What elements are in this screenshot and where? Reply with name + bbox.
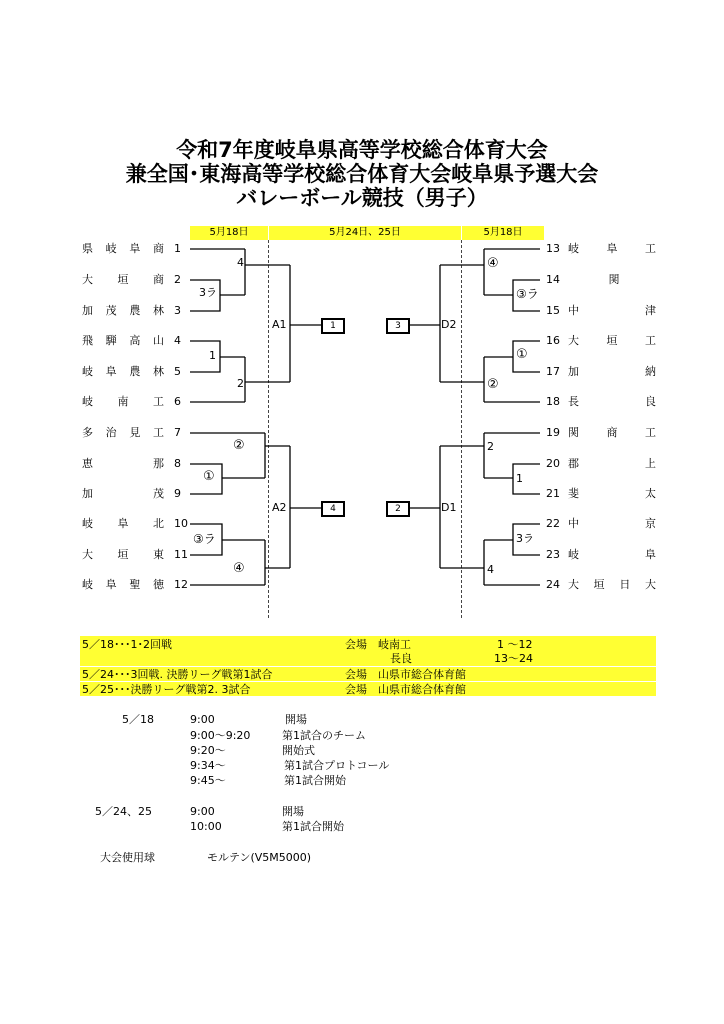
schedule-event: 開場: [282, 805, 304, 818]
team-number: 5: [174, 365, 181, 378]
team-name: 加 納: [568, 365, 656, 378]
team-name: 大 垣 工: [568, 334, 656, 347]
team-number: 6: [174, 395, 181, 408]
schedule-event: 第1試合プロトコール: [284, 759, 390, 772]
schedule-event: 第1試合開始: [284, 774, 346, 787]
team-number: 19: [546, 426, 560, 439]
team-name: 岐 阜 聖 徳: [82, 578, 164, 591]
team-left-10: [82, 517, 186, 531]
team-number: 7: [174, 426, 181, 439]
date-header-right: 5月18日: [462, 226, 544, 240]
box-d1: 2: [386, 501, 410, 517]
team-left-11: [82, 548, 186, 562]
match-label: 1: [209, 349, 216, 362]
team-number: 17: [546, 365, 560, 378]
match-label: ②: [487, 377, 499, 392]
block-label-a1: A1: [272, 318, 287, 331]
team-number: 11: [174, 548, 188, 561]
match-label: 2: [487, 440, 494, 453]
team-number: 10: [174, 517, 188, 530]
team-name: 恵 那: [82, 457, 164, 470]
team-number: 16: [546, 334, 560, 347]
venue-row3-label: 5／24･･･3回戦. 決勝リーグ戦第1試合: [82, 668, 273, 681]
team-name: 郡 上: [568, 457, 656, 470]
team-name: 岐 阜 工: [568, 242, 656, 255]
team-right-18: [546, 395, 658, 409]
match-label: ②: [233, 438, 245, 453]
team-name: 加 茂 農 林: [82, 304, 164, 317]
match-label: ③ラ: [516, 287, 539, 301]
team-name: 大 垣 東: [82, 548, 164, 561]
team-left-6: [82, 395, 186, 409]
match-label: 3ラ: [516, 532, 534, 545]
team-left-4: [82, 334, 186, 348]
team-number: 2: [174, 273, 181, 286]
schedule-date-2: 5／24、25: [95, 805, 152, 818]
team-number: 8: [174, 457, 181, 470]
schedule-event: 開始式: [282, 744, 315, 757]
schedule-time: 9:20～: [190, 744, 226, 757]
team-number: 12: [174, 578, 188, 591]
team-name: 岐 南 工: [82, 395, 164, 408]
team-left-9: [82, 487, 186, 501]
team-right-23: [546, 548, 658, 562]
team-number: 23: [546, 548, 560, 561]
venue-row3-venue: 会場 山県市総合体育館: [345, 668, 466, 681]
team-right-14: [546, 273, 658, 287]
title-line-1: 令和7年度岐阜県高等学校総合体育大会: [176, 138, 548, 162]
venue-row2-range: 13～24: [494, 652, 533, 665]
team-left-1: [82, 242, 186, 256]
ball-label: 大会使用球: [100, 851, 155, 864]
box-d2: 3: [386, 318, 410, 334]
venue-row1-range: 1 ～12: [497, 638, 533, 651]
team-number: 13: [546, 242, 560, 255]
match-label: 4: [487, 563, 494, 576]
team-name: 大 垣 商: [82, 273, 164, 286]
team-right-22: [546, 517, 658, 531]
venue-row1-label: 5／18･･･1･2回戦: [82, 638, 172, 651]
team-right-15: [546, 304, 658, 318]
team-name: 中 津: [568, 304, 656, 317]
team-number: 4: [174, 334, 181, 347]
team-right-13: [546, 242, 658, 256]
team-left-5: [82, 365, 186, 379]
team-right-21: [546, 487, 658, 501]
match-label: 1: [516, 472, 523, 485]
team-number: 1: [174, 242, 181, 255]
team-right-24: [546, 578, 658, 592]
title-line-2: 兼全国･東海高等学校総合体育大会岐阜県予選大会: [125, 162, 599, 186]
team-left-2: [82, 273, 186, 287]
schedule-event: 第1試合開始: [282, 820, 344, 833]
match-label: 2: [237, 377, 244, 390]
match-label: ④: [487, 256, 499, 271]
match-label: ③ラ: [193, 532, 216, 546]
team-name: 県 岐 阜 商: [82, 242, 164, 255]
team-right-16: [546, 334, 658, 348]
team-number: 24: [546, 578, 560, 591]
schedule-event: 第1試合のチーム: [282, 729, 366, 742]
schedule-event: 開場: [285, 713, 307, 726]
team-left-8: [82, 457, 186, 471]
team-number: 15: [546, 304, 560, 317]
team-number: 9: [174, 487, 181, 500]
team-name: 長 良: [568, 395, 656, 408]
box-a1: 1: [321, 318, 345, 334]
schedule-date-1: 5／18: [122, 713, 154, 726]
block-label-a2: A2: [272, 501, 287, 514]
team-name: 飛 騨 高 山: [82, 334, 164, 347]
venue-row2-venue: 長良: [390, 652, 412, 665]
team-name: 岐 阜 北: [82, 517, 164, 530]
schedule-time: 10:00: [190, 820, 222, 833]
title-line-3: バレーボール競技（男子）: [236, 186, 488, 210]
schedule-time: 9:00: [190, 713, 215, 726]
team-name: 関: [608, 273, 620, 286]
team-left-3: [82, 304, 186, 318]
team-number: 18: [546, 395, 560, 408]
schedule-time: 9:00: [190, 805, 215, 818]
venue-row4-label: 5／25･･･決勝リーグ戦第2. 3試合: [82, 683, 251, 696]
team-name: 加 茂: [82, 487, 164, 500]
team-name: 多 治 見 工: [82, 426, 164, 439]
schedule-time: 9:45～: [190, 774, 226, 787]
team-name: 関 商 工: [568, 426, 656, 439]
team-number: 22: [546, 517, 560, 530]
team-number: 20: [546, 457, 560, 470]
box-a2: 4: [321, 501, 345, 517]
team-name: 岐 阜: [568, 548, 656, 561]
block-label-d1: D1: [441, 501, 457, 514]
schedule-time: 9:00～9:20: [190, 729, 251, 742]
match-label: 3ラ: [199, 286, 217, 299]
match-label: ①: [516, 347, 528, 362]
ball-value: モルテン(V5M5000): [207, 851, 312, 864]
team-name: 岐 阜 農 林: [82, 365, 164, 378]
team-number: 3: [174, 304, 181, 317]
date-header-left: 5月18日: [190, 226, 268, 240]
team-name: 斐 太: [568, 487, 656, 500]
team-name: 大 垣 日 大: [568, 578, 656, 591]
team-number: 14: [546, 273, 560, 286]
team-name: 中 京: [568, 517, 656, 530]
venue-row4-venue: 会場 山県市総合体育館: [345, 683, 466, 696]
team-right-17: [546, 365, 658, 379]
match-label: 4: [237, 256, 244, 269]
team-left-7: [82, 426, 186, 440]
team-number: 21: [546, 487, 560, 500]
match-label: ①: [203, 469, 215, 484]
team-right-20: [546, 457, 658, 471]
team-left-12: [82, 578, 186, 592]
match-label: ④: [233, 561, 245, 576]
date-header-center: 5月24日、25日: [269, 226, 461, 240]
schedule-time: 9:34～: [190, 759, 226, 772]
team-right-19: [546, 426, 658, 440]
block-label-d2: D2: [441, 318, 457, 331]
venue-row1-venue: 会場 岐南工: [345, 638, 411, 651]
